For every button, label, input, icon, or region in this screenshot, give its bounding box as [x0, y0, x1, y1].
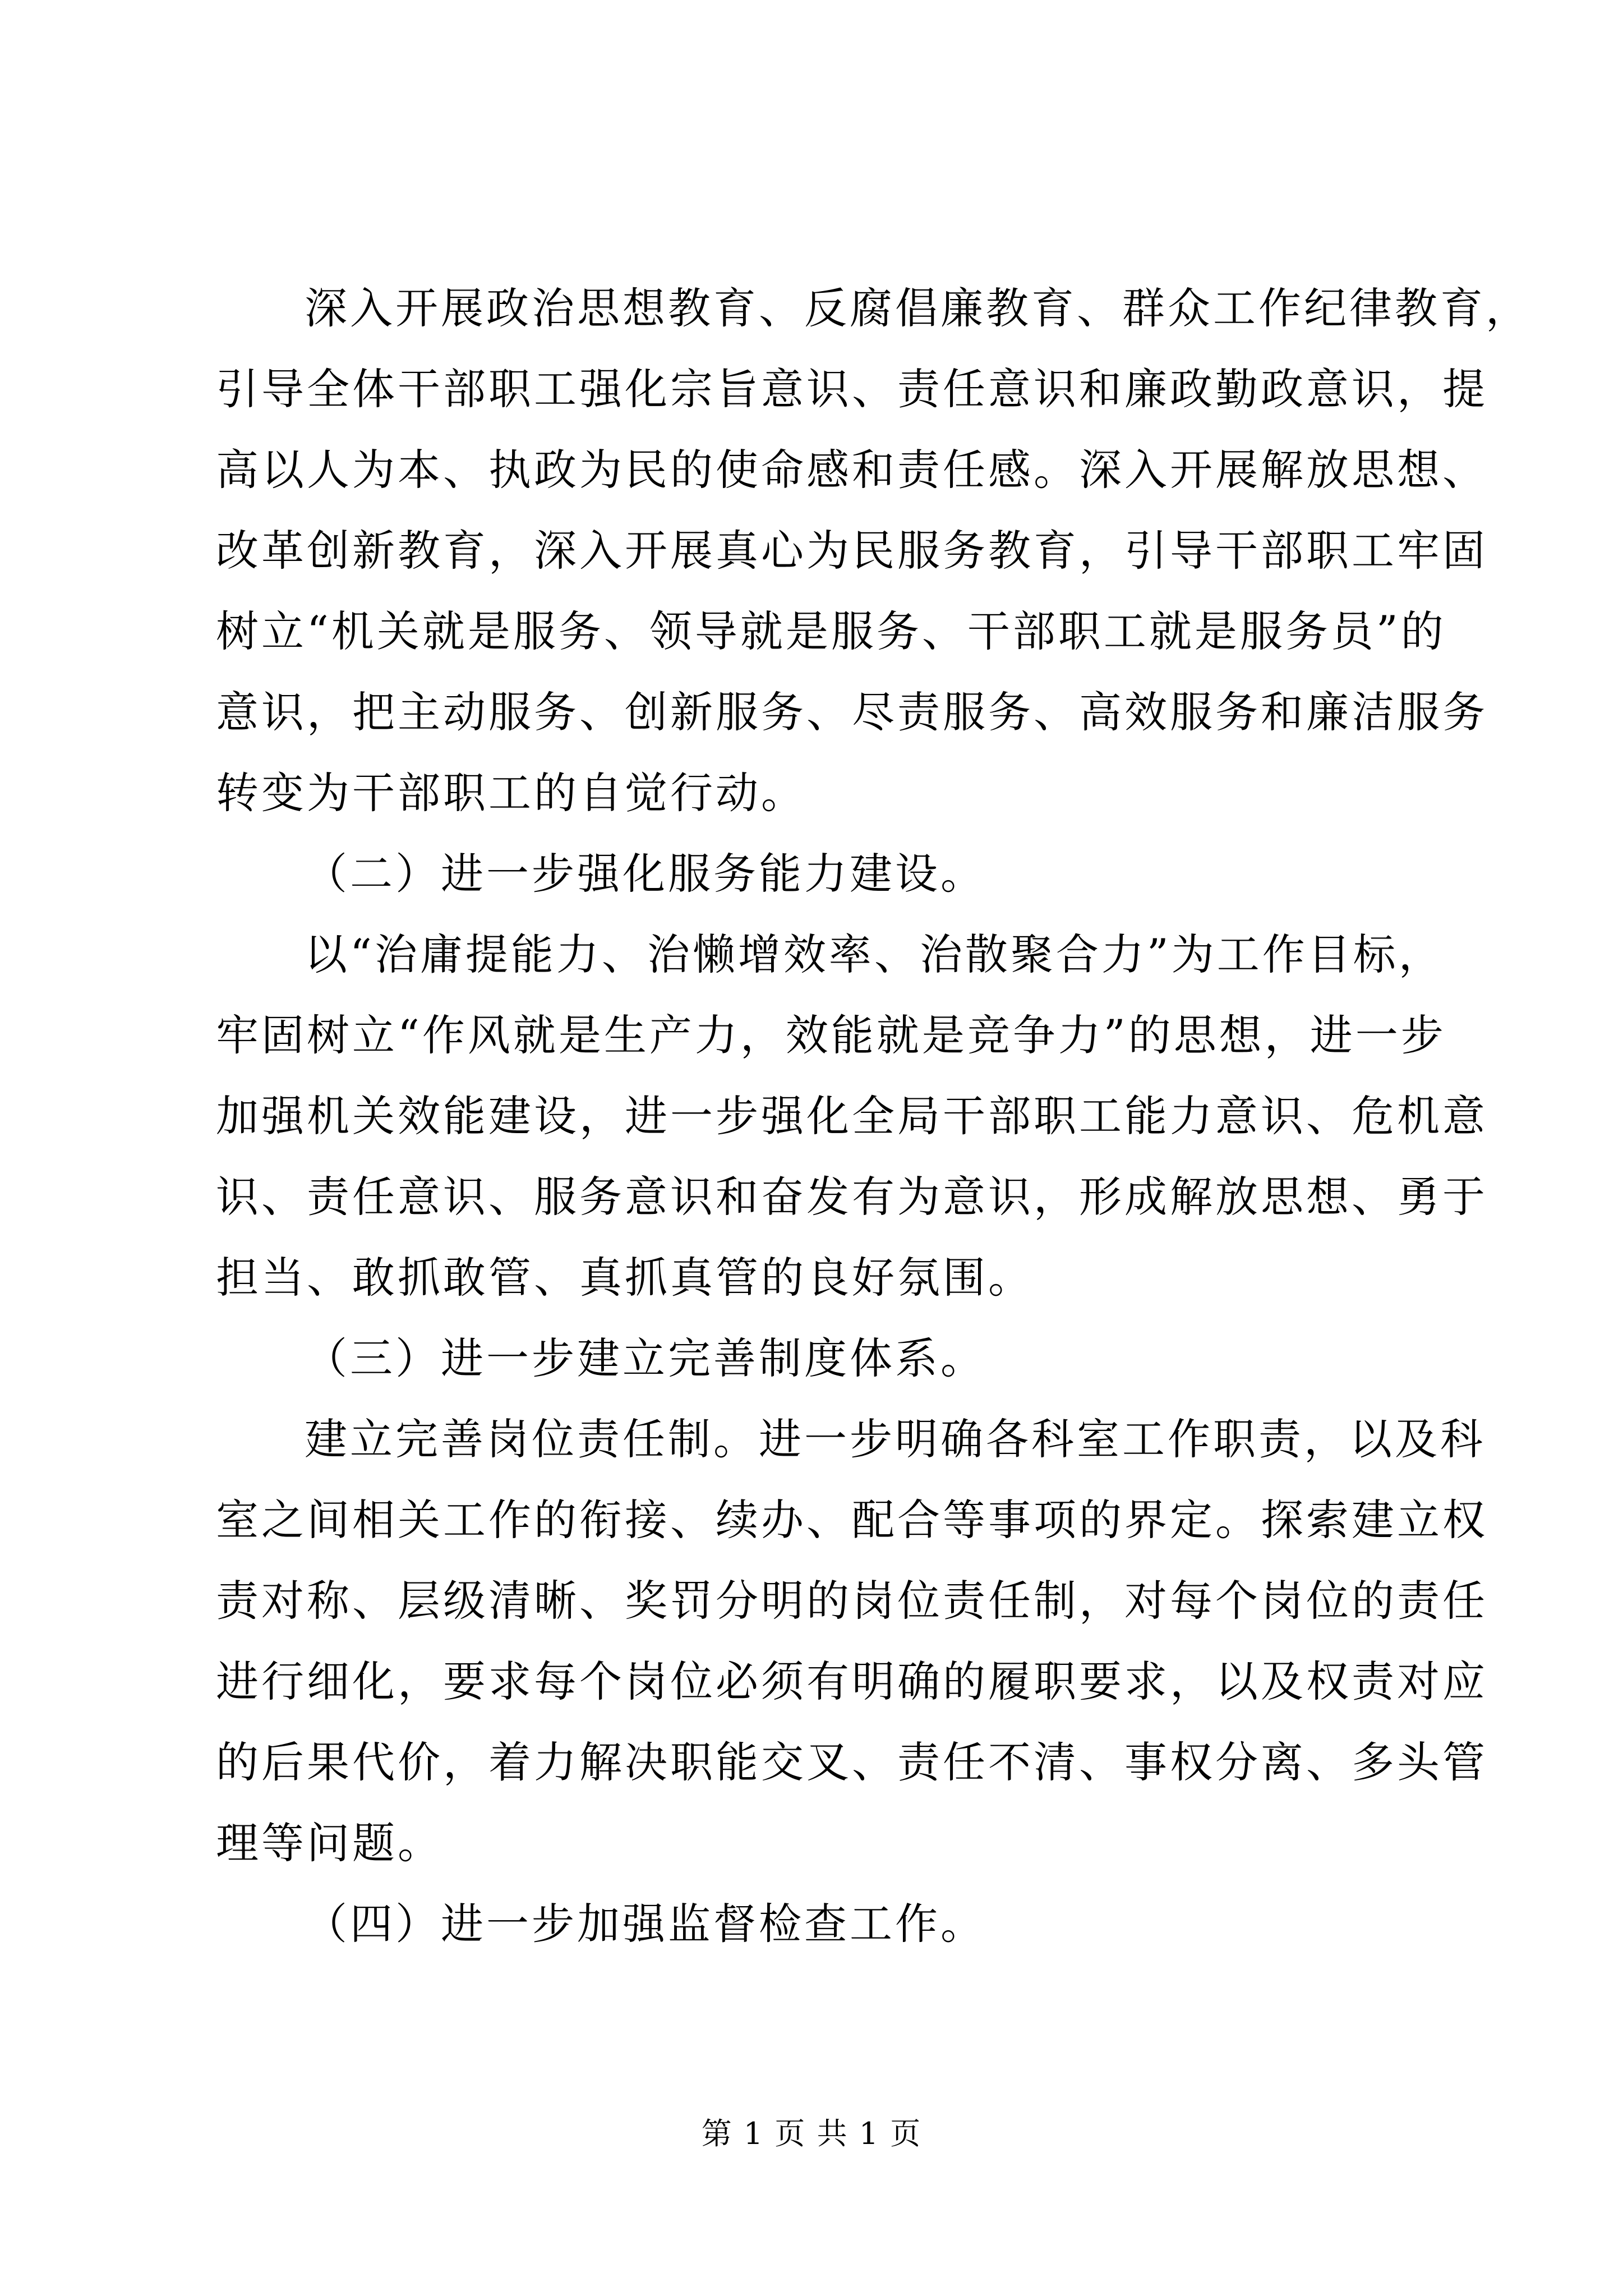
paragraph-line: 理等问题。 — [216, 1818, 443, 1868]
paragraph-line: 牢固树立“作风就是生产力，效能就是竞争力”的思想，进一步 — [216, 1010, 1446, 1060]
paragraph-line: 意识，把主动服务、创新服务、尽责服务、高效服务和廉洁服务 — [216, 687, 1488, 737]
paragraph-line: 树立“机关就是服务、领导就是服务、干部职工就是服务员”的 — [216, 606, 1446, 656]
paragraph-line: 改革创新教育，深入开展真心为民服务教育，引导干部职工牢固 — [216, 526, 1488, 576]
page-number-footer: 第 1 页 共 1 页 — [701, 2116, 922, 2151]
paragraph-line: 的后果代价，着力解决职能交叉、责任不清、事权分离、多头管 — [216, 1737, 1488, 1787]
paragraph-line: 以“治庸提能力、治懒增效率、治散聚合力”为工作目标， — [305, 930, 1444, 979]
section-heading: （三）进一步建立完善制度体系。 — [305, 1333, 986, 1383]
paragraph-line: 责对称、层级清晰、奖罚分明的岗位责任制，对每个岗位的责任 — [216, 1576, 1488, 1626]
paragraph-line: 室之间相关工作的衔接、续办、配合等事项的界定。探索建立权 — [216, 1495, 1488, 1545]
paragraph-line: 加强机关效能建设，进一步强化全局干部职工能力意识、危机意 — [216, 1091, 1488, 1141]
paragraph-line: 担当、敢抓敢管、真抓真管的良好氛围。 — [216, 1253, 1034, 1303]
paragraph-line: 高以人为本、执政为民的使命感和责任感。深入开展解放思想、 — [216, 445, 1488, 495]
section-heading: （四）进一步加强监督检查工作。 — [305, 1899, 986, 1949]
section-heading: （二）进一步强化服务能力建设。 — [305, 849, 986, 899]
paragraph-line: 建立完善岗位责任制。进一步明确各科室工作职责，以及科 — [305, 1414, 1486, 1464]
paragraph-line: 进行细化，要求每个岗位必须有明确的履职要求，以及权责对应 — [216, 1657, 1488, 1706]
paragraph-line: 深入开展政治思想教育、反腐倡廉教育、群众工作纪律教育， — [305, 283, 1531, 333]
paragraph-line: 转变为干部职工的自觉行动。 — [216, 768, 806, 818]
document-body — [216, 268, 1531, 1964]
paragraph-line: 识、责任意识、服务意识和奋发有为意识，形成解放思想、勇于 — [216, 1172, 1488, 1222]
paragraph-line: 引导全体干部职工强化宗旨意识、责任意识和廉政勤政意识，提 — [216, 364, 1488, 414]
